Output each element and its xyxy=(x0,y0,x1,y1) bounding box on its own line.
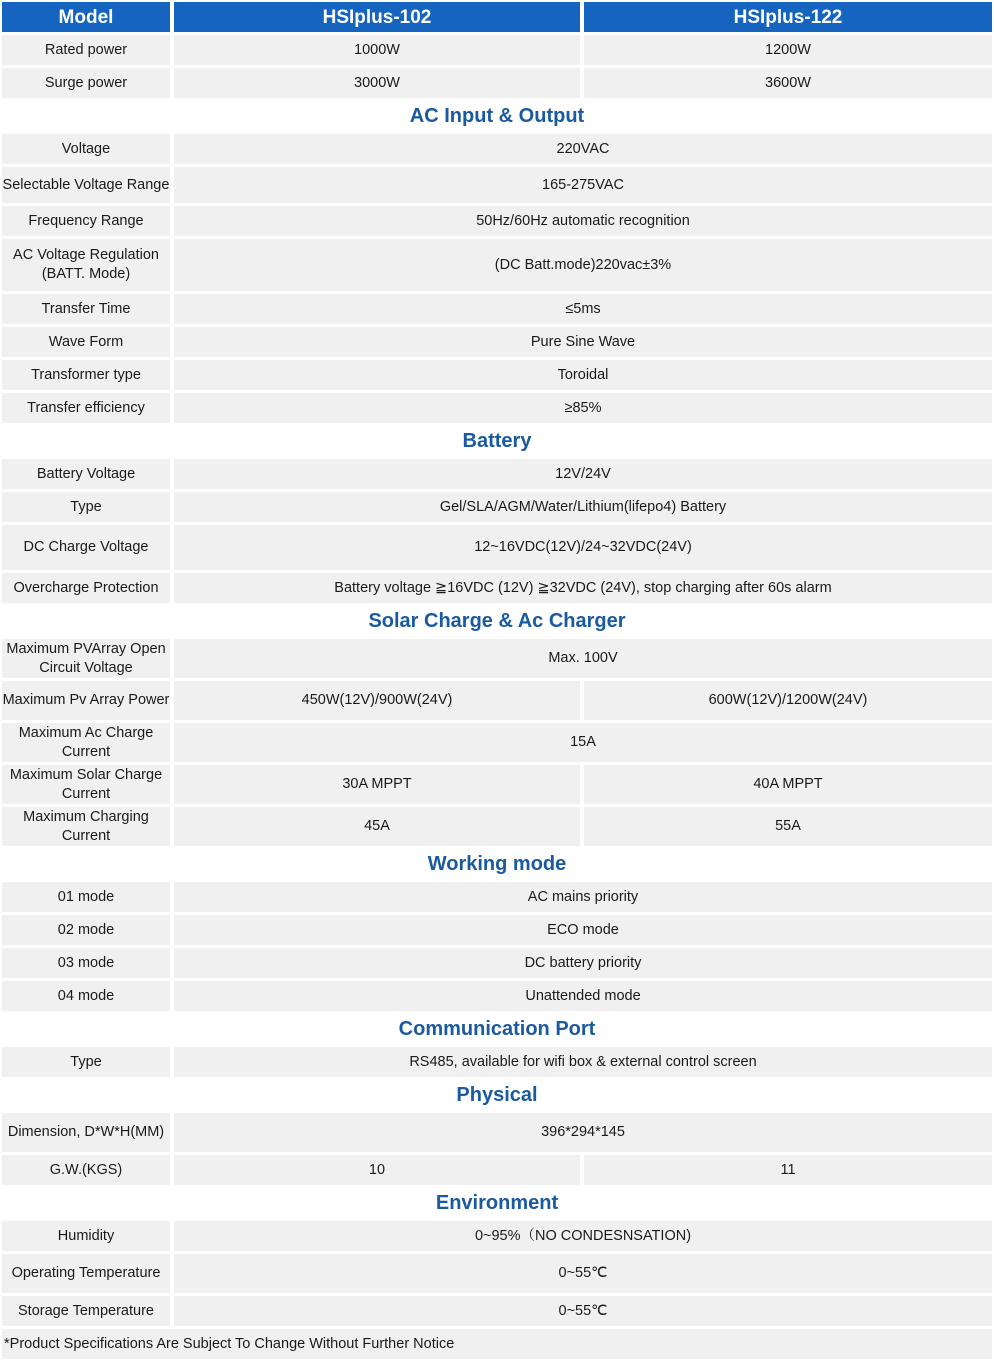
section-ac-input-output: AC Input & Output xyxy=(0,100,994,132)
spec-row xyxy=(0,915,994,945)
value-shared: Toroidal xyxy=(174,360,992,390)
value-model-b: 55A xyxy=(584,807,992,846)
row-label: 01 mode xyxy=(2,882,170,912)
spec-row-rated-power xyxy=(0,35,994,65)
value-model-b: 3600W xyxy=(584,68,992,98)
value-shared: 165-275VAC xyxy=(174,167,992,203)
value-shared: Battery voltage ≧16VDC (12V) ≧32VDC (24V), stop charging after 60s alarm xyxy=(174,573,992,603)
row-label: Transfer efficiency xyxy=(2,393,170,423)
section-working-mode: Working mode xyxy=(0,848,994,880)
value-shared: Unattended mode xyxy=(174,981,992,1011)
row-label: Maximum Solar Charge Current xyxy=(2,765,170,804)
spec-row xyxy=(0,1047,994,1077)
section-physical: Physical xyxy=(0,1079,994,1111)
value-shared: (DC Batt.mode)220vac±3% xyxy=(174,239,992,291)
spec-row xyxy=(0,948,994,978)
value-shared: 396*294*145 xyxy=(174,1113,992,1152)
row-label: 03 mode xyxy=(2,948,170,978)
row-label: AC Voltage Regulation (BATT. Mode) xyxy=(2,239,170,291)
section-communication-port: Communication Port xyxy=(0,1013,994,1045)
row-label: Storage Temperature xyxy=(2,1296,170,1326)
row-label: Type xyxy=(2,492,170,522)
spec-row xyxy=(0,807,994,846)
spec-row xyxy=(0,459,994,489)
value-shared: DC battery priority xyxy=(174,948,992,978)
row-label: Maximum Ac Charge Current xyxy=(2,723,170,762)
value-model-a: 30A MPPT xyxy=(174,765,580,804)
section-solar-charge: Solar Charge & Ac Charger xyxy=(0,605,994,637)
header-row xyxy=(0,2,994,32)
spec-row xyxy=(0,1221,994,1251)
value-model-a: 10 xyxy=(174,1155,580,1185)
row-label: Wave Form xyxy=(2,327,170,357)
row-label: G.W.(KGS) xyxy=(2,1155,170,1185)
row-label: Operating Temperature xyxy=(2,1254,170,1293)
footnote: *Product Specifications Are Subject To Change Without Further Notice xyxy=(2,1329,992,1359)
spec-row xyxy=(0,1254,994,1293)
row-label: Transformer type xyxy=(2,360,170,390)
spec-row xyxy=(0,1113,994,1152)
value-model-a: 3000W xyxy=(174,68,580,98)
row-label: Selectable Voltage Range xyxy=(2,167,170,203)
value-shared: 12~16VDC(12V)/24~32VDC(24V) xyxy=(174,525,992,570)
row-label: Maximum PVArray Open Circuit Voltage xyxy=(2,639,170,678)
row-label: Surge power xyxy=(2,68,170,98)
row-label: Rated power xyxy=(2,35,170,65)
spec-row xyxy=(0,206,994,236)
spec-row xyxy=(0,765,994,804)
value-shared: AC mains priority xyxy=(174,882,992,912)
row-label: Dimension, D*W*H(MM) xyxy=(2,1113,170,1152)
spec-row xyxy=(0,134,994,164)
value-shared: 0~95%（NO CONDESNSATION) xyxy=(174,1221,992,1251)
spec-row xyxy=(0,882,994,912)
value-model-b: 11 xyxy=(584,1155,992,1185)
value-model-b: 40A MPPT xyxy=(584,765,992,804)
spec-row xyxy=(0,294,994,324)
value-model-a: 45A xyxy=(174,807,580,846)
spec-row xyxy=(0,573,994,603)
spec-row xyxy=(0,723,994,762)
spec-row xyxy=(0,681,994,720)
row-label: 02 mode xyxy=(2,915,170,945)
value-shared: Gel/SLA/AGM/Water/Lithium(lifepo4) Battery xyxy=(174,492,992,522)
value-shared: 0~55℃ xyxy=(174,1254,992,1293)
spec-row xyxy=(0,492,994,522)
value-shared: 15A xyxy=(174,723,992,762)
spec-row xyxy=(0,239,994,291)
model-a-header: HSIplus-102 xyxy=(174,2,580,32)
section-environment: Environment xyxy=(0,1187,994,1219)
row-label: Type xyxy=(2,1047,170,1077)
value-shared: Pure Sine Wave xyxy=(174,327,992,357)
value-shared: ≤5ms xyxy=(174,294,992,324)
row-label: 04 mode xyxy=(2,981,170,1011)
row-label: DC Charge Voltage xyxy=(2,525,170,570)
model-b-header: HSIplus-122 xyxy=(584,2,992,32)
value-shared: ECO mode xyxy=(174,915,992,945)
model-header: Model xyxy=(2,2,170,32)
value-shared: 12V/24V xyxy=(174,459,992,489)
spec-row-surge-power xyxy=(0,68,994,98)
value-shared: Max. 100V xyxy=(174,639,992,678)
row-label: Voltage xyxy=(2,134,170,164)
spec-row xyxy=(0,1155,994,1185)
row-label: Maximum Charging Current xyxy=(2,807,170,846)
spec-row xyxy=(0,360,994,390)
spec-row xyxy=(0,1296,994,1326)
value-model-a: 450W(12V)/900W(24V) xyxy=(174,681,580,720)
row-label: Humidity xyxy=(2,1221,170,1251)
value-shared: 220VAC xyxy=(174,134,992,164)
value-model-b: 1200W xyxy=(584,35,992,65)
row-label: Transfer Time xyxy=(2,294,170,324)
spec-row xyxy=(0,525,994,570)
spec-row xyxy=(0,639,994,678)
row-label: Overcharge Protection xyxy=(2,573,170,603)
value-model-a: 1000W xyxy=(174,35,580,65)
value-model-b: 600W(12V)/1200W(24V) xyxy=(584,681,992,720)
row-label: Frequency Range xyxy=(2,206,170,236)
spec-row xyxy=(0,167,994,203)
row-label: Maximum Pv Array Power xyxy=(2,681,170,720)
value-shared: 50Hz/60Hz automatic recognition xyxy=(174,206,992,236)
value-shared: ≥85% xyxy=(174,393,992,423)
section-battery: Battery xyxy=(0,425,994,457)
row-label: Battery Voltage xyxy=(2,459,170,489)
value-shared: 0~55℃ xyxy=(174,1296,992,1326)
spec-row xyxy=(0,393,994,423)
value-shared: RS485, available for wifi box & external control screen xyxy=(174,1047,992,1077)
spec-row xyxy=(0,981,994,1011)
spec-row xyxy=(0,327,994,357)
